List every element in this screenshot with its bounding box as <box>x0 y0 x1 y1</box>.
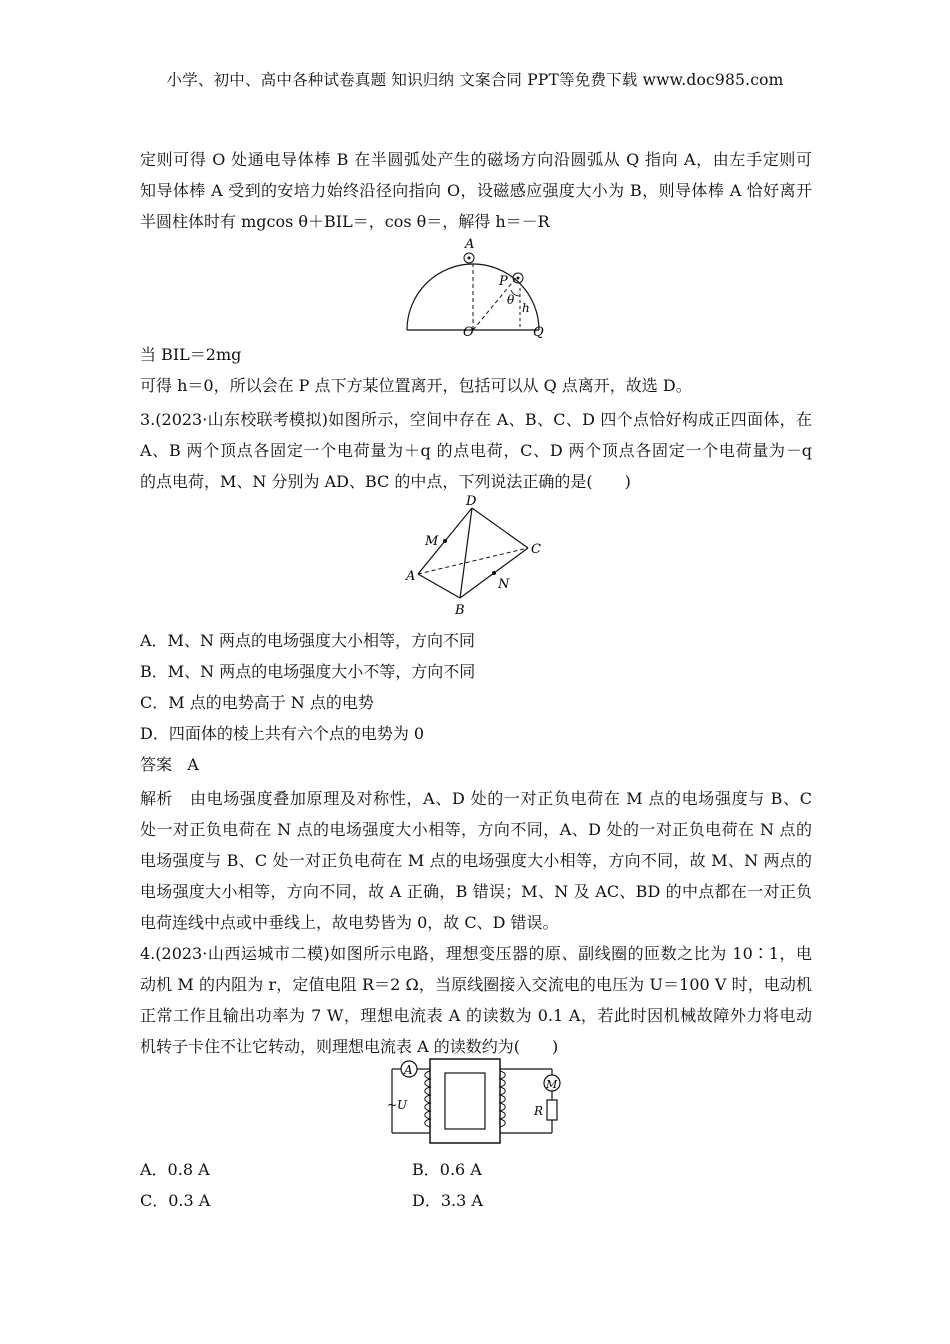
transformer-circuit-figure <box>385 1055 570 1147</box>
label-d: D <box>466 494 477 509</box>
option-d: D．3.3 A <box>412 1191 483 1210</box>
label-theta: θ <box>507 293 515 307</box>
text-line: 电场强度大小相等，方向不同，故 A 正确，B 错误；M、N 及 AC、BD 的中点都在一对正负 <box>140 882 812 901</box>
answer-value: A <box>187 755 199 774</box>
answer-label: 答案 <box>140 755 173 774</box>
option-c: C．0.3 A <box>140 1191 211 1210</box>
text-line: 知导体棒 A 受到的安培力始终沿径向指向 O，设磁感应强度大小为 B，则导体棒 A 恰好离开 <box>140 181 812 200</box>
resistor-symbol <box>547 1100 557 1120</box>
point-n <box>492 571 496 575</box>
text-line: 电场强度与 B、C 处一对正负电荷在 M 点的电场强度大小相等，方向不同，故 M、N 两点的 <box>140 851 812 870</box>
text-line: 处一对正负电荷在 N 点的电场强度大小相等，方向不同，A、D 处的一对正负电荷在 N 点的 <box>140 820 812 839</box>
source-label: ~U <box>387 1098 408 1112</box>
label-c: C <box>531 542 541 557</box>
text-line: 动机 M 的内阻为 r，定值电阻 R＝2 Ω，当原线圈接入交流电的电压为 U＝100 V 时，电动机 <box>140 975 812 994</box>
analysis-paragraph <box>140 783 812 938</box>
label-h: h <box>522 301 530 315</box>
text-line: 半圆柱体时有 mgcos θ＋BIL＝，cos θ＝，解得 h＝－R <box>140 212 550 231</box>
text-line: 4.(2023·山西运城市二模)如图所示电路，理想变压器的原、副线圈的匝数之比为 10∶1，电 <box>140 944 812 963</box>
page-header: 小学、初中、高中各种试卷真题 知识归纳 文案合同 PPT等免费下载 www.doc985.com <box>166 71 784 89</box>
tetrahedron-figure <box>400 496 560 621</box>
semicircle-figure <box>395 238 555 338</box>
solution-paragraph <box>140 144 812 237</box>
option-b: B．0.6 A <box>412 1160 482 1179</box>
ammeter-label: A <box>404 1063 413 1077</box>
text-line: 定则可得 O 处通电导体棒 B 在半圆弧处产生的磁场方向沿圆弧从 Q 指向 A，由左手定则可 <box>140 150 812 169</box>
label-o: O <box>463 325 474 340</box>
label-p: P <box>499 274 508 289</box>
label-m: M <box>425 534 439 549</box>
label-a: A <box>406 569 416 584</box>
text-line: 正常工作且输出功率为 7 W，理想电流表 A 的读数为 0.1 A，若此时因机械故障外力将电动 <box>140 1006 812 1025</box>
text-line: 的点电荷，M、N 分别为 AD、BC 的中点，下列说法正确的是( ) <box>140 472 631 491</box>
text-line: 3.(2023·山东校联考模拟)如图所示，空间中存在 A、B、C、D 四个点恰好构成正四面体，在 <box>140 410 812 429</box>
label-q: Q <box>533 325 544 340</box>
question-3 <box>140 404 812 497</box>
option-c: C．M 点的电势高于 N 点的电势 <box>140 693 374 712</box>
label-a: A <box>465 237 475 252</box>
text-line: A、B 两个顶点各固定一个电荷量为＋q 的点电荷，C、D 两个顶点各固定一个电荷量为－q <box>140 441 812 460</box>
label-b: B <box>455 603 465 618</box>
label-n: N <box>498 577 510 592</box>
motor-label: M <box>546 1078 558 1091</box>
option-d: D．四面体的棱上共有六个点的电势为 0 <box>140 724 425 743</box>
answer-line <box>140 752 199 775</box>
question-4 <box>140 938 812 1062</box>
text-line: 可得 h＝0，所以会在 P 点下方某位置离开，包括可以从 Q 点离开，故选 D。 <box>140 376 692 395</box>
option-a: A．0.8 A <box>140 1160 210 1179</box>
option-a: A．M、N 两点的电场强度大小相等，方向不同 <box>140 631 476 650</box>
point-m <box>443 539 447 543</box>
text-line: 当 BIL＝2mg <box>140 345 242 364</box>
option-b: B．M、N 两点的电场强度大小不等，方向不同 <box>140 662 476 681</box>
text-line: 解析 由电场强度叠加原理及对称性，A、D 处的一对正负电荷在 M 点的电场强度与 B、C <box>140 789 812 808</box>
text-line: 机转子卡住不让它转动，则理想电流表 A 的读数约为( ) <box>140 1037 559 1056</box>
resistor-label: R <box>534 1104 544 1118</box>
text-line: 电荷连线中点或中垂线上，故电势皆为 0，故 C、D 错误。 <box>140 913 559 932</box>
